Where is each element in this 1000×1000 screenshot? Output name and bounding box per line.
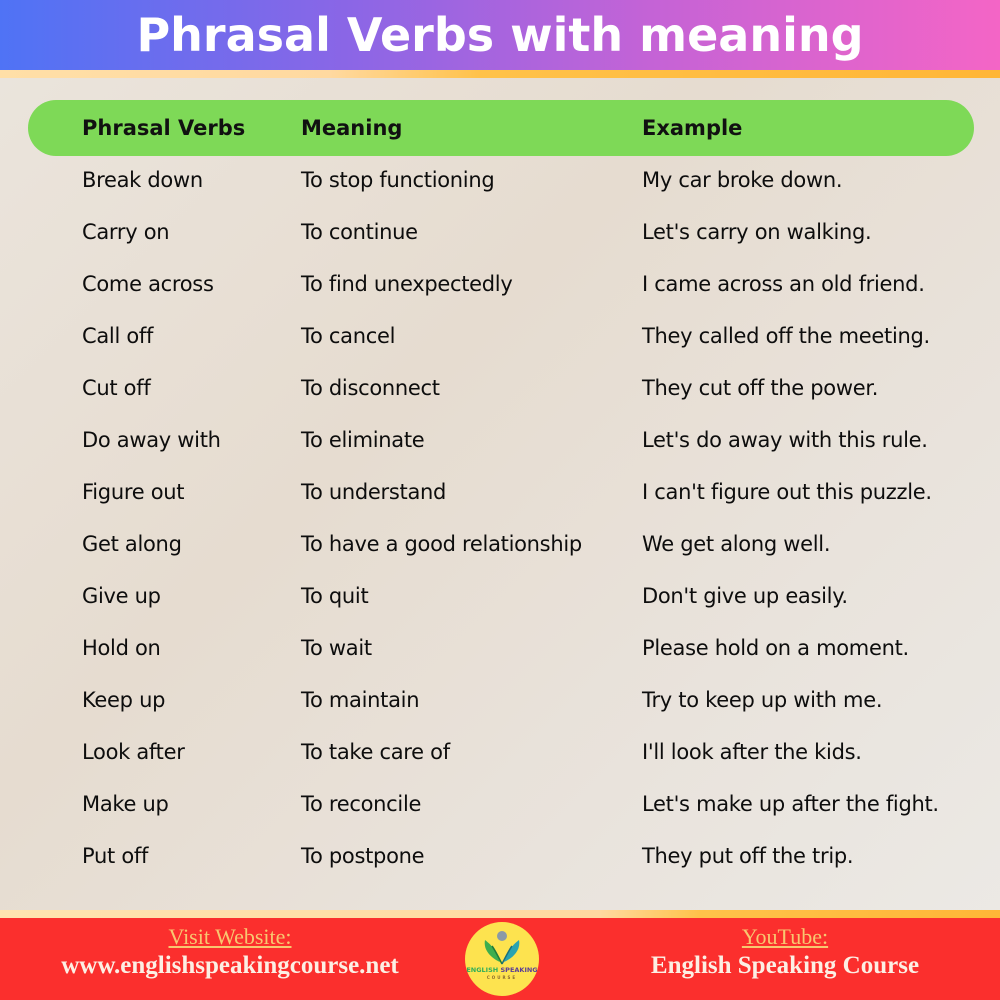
phrasal-verb: Make up [82,792,169,816]
example: They put off the trip. [642,844,854,868]
table-row [0,160,1000,212]
table-row [0,784,1000,836]
example: Don't give up easily. [642,584,848,608]
table-row [0,732,1000,784]
header-accent-strip [0,70,1000,78]
column-header-example: Example [642,116,743,140]
table-header [28,100,974,156]
meaning: To have a good relationship [301,532,582,556]
meaning: To postpone [301,844,425,868]
column-header-phrasal-verbs: Phrasal Verbs [82,116,246,140]
phrasal-verb: Cut off [82,376,151,400]
phrasal-verb: Give up [82,584,161,608]
example: We get along well. [642,532,831,556]
example: Let's carry on walking. [642,220,872,244]
table-row [0,628,1000,680]
meaning: To reconcile [301,792,422,816]
meaning: To stop functioning [301,168,495,192]
table-row [0,836,1000,888]
table-row [0,368,1000,420]
meaning: To understand [301,480,447,504]
example: Let's make up after the fight. [642,792,939,816]
example: I can't figure out this puzzle. [642,480,932,504]
logo-text: ENGLISH SPEAKING [466,966,538,974]
meaning: To eliminate [301,428,425,452]
table-row [0,212,1000,264]
phrasal-verb: Get along [82,532,182,556]
page-title: Phrasal Verbs with meaning [136,8,864,62]
column-header-meaning: Meaning [301,116,403,140]
table-row [0,524,1000,576]
meaning: To cancel [301,324,396,348]
table-row [0,420,1000,472]
phrasal-verb: Keep up [82,688,166,712]
table-row [0,576,1000,628]
meaning: To wait [301,636,372,660]
visit-website-link[interactable]: Visit Website: [168,924,292,949]
phrasal-verb: Do away with [82,428,221,452]
meaning: To continue [301,220,418,244]
example: Let's do away with this rule. [642,428,928,452]
example: Try to keep up with me. [642,688,883,712]
logo-subtext: COURSE [486,975,518,980]
youtube-block [590,918,980,1000]
meaning: To maintain [301,688,420,712]
phrasal-verb: Carry on [82,220,170,244]
youtube-channel-name[interactable]: English Speaking Course [650,952,920,979]
meaning: To take care of [301,740,450,764]
example: Please hold on a moment. [642,636,909,660]
phrasal-verb: Look after [82,740,185,764]
example: I'll look after the kids. [642,740,862,764]
youtube-link[interactable]: YouTube: [741,924,829,949]
phrasal-verb: Figure out [82,480,185,504]
phrasal-verb: Call off [82,324,154,348]
person-leaves-icon [465,922,539,996]
footer-accent-strip [0,910,1000,918]
example: They cut off the power. [642,376,879,400]
page-header [0,0,1000,70]
example: They called off the meeting. [642,324,930,348]
phrasal-verb: Break down [82,168,203,192]
website-url[interactable]: www.englishspeakingcourse.net [61,952,399,979]
meaning: To quit [301,584,369,608]
meaning: To disconnect [301,376,440,400]
example: I came across an old friend. [642,272,925,296]
table-row [0,472,1000,524]
phrasal-verb: Come across [82,272,214,296]
example: My car broke down. [642,168,843,192]
phrasal-verb: Put off [82,844,149,868]
table-row [0,680,1000,732]
website-block [30,918,430,1000]
phrasal-verb: Hold on [82,636,161,660]
meaning: To find unexpectedly [301,272,513,296]
table-row [0,316,1000,368]
brand-logo [465,922,539,996]
table-row [0,264,1000,316]
